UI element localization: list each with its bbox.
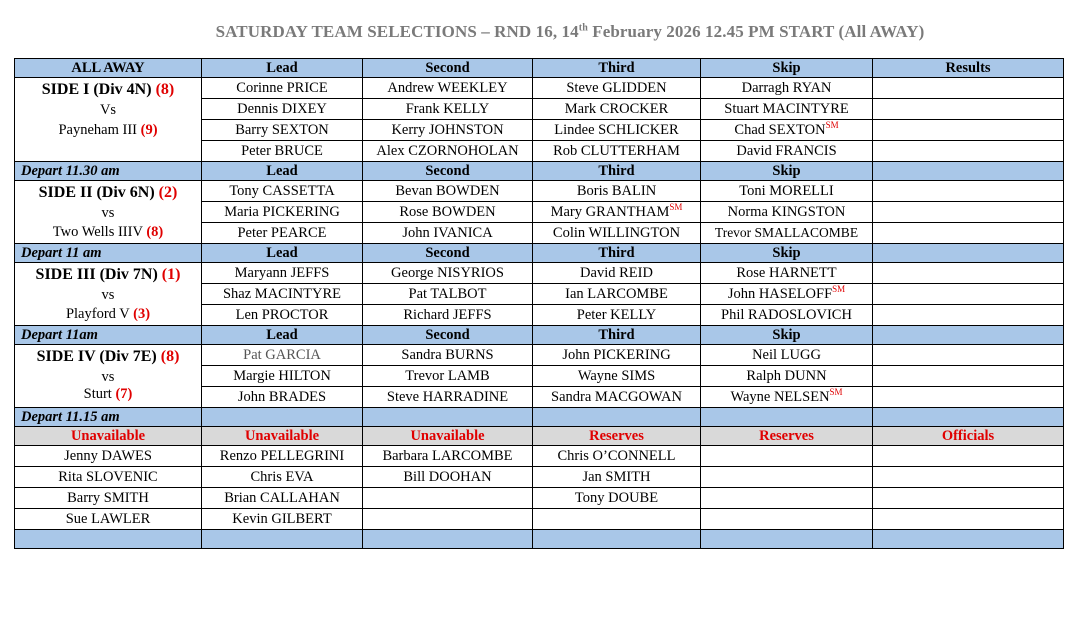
header-empty <box>363 408 533 427</box>
footer-cell <box>533 530 701 549</box>
player-cell: Len PROCTOR <box>202 305 363 326</box>
player-cell: Mark CROCKER <box>533 99 701 120</box>
player-cell: John IVANICA <box>363 223 533 244</box>
side-score: (1) <box>161 266 181 283</box>
sm-marker: SM <box>669 202 683 213</box>
vs-label: vs <box>101 205 115 221</box>
vs-label: vs <box>101 287 115 303</box>
player-cell: Trevor SMALLACOMBE <box>701 223 873 244</box>
player-cell: Darragh RYAN <box>701 78 873 99</box>
result-cell <box>873 141 1064 162</box>
depart-time: Depart 11.15 am <box>15 408 202 427</box>
result-cell <box>873 263 1064 284</box>
player-cell-skip: John HASELOFF℠ <box>701 284 873 305</box>
header-second: Second <box>363 326 533 345</box>
footer-row <box>15 530 1064 549</box>
page-title: SATURDAY TEAM SELECTIONS – RND 16, 14th February 2026 12.45 PM START (All AWAY) <box>215 22 925 41</box>
side-name: SIDE IV (Div 7E) <box>36 348 157 365</box>
opponent-name: Two Wells IIIV <box>52 224 143 240</box>
player-cell: Peter PEARCE <box>202 223 363 244</box>
list-item: Sue LAWLER <box>15 509 202 530</box>
header-lead: Lead <box>202 244 363 263</box>
opponent-score: (7) <box>115 386 133 402</box>
vs-label: vs <box>101 369 115 385</box>
player-cell: Maria PICKERING <box>202 202 363 223</box>
list-item <box>701 467 873 488</box>
player-cell: Rob CLUTTERHAM <box>533 141 701 162</box>
header-skip: Skip <box>701 59 873 78</box>
player-cell: Rose BOWDEN <box>363 202 533 223</box>
result-cell <box>873 345 1064 366</box>
header-second: Second <box>363 244 533 263</box>
header-skip: Skip <box>701 162 873 181</box>
list-item: Barbara LARCOMBE <box>363 446 533 467</box>
player-cell-skip: Wayne NELSEN℠ <box>701 387 873 408</box>
header-third: Third <box>533 59 701 78</box>
player-cell-third: Mary GRANTHAM℠ <box>533 202 701 223</box>
sm-marker: SM <box>825 120 839 131</box>
result-cell <box>873 202 1064 223</box>
player-cell: Steve HARRADINE <box>363 387 533 408</box>
header-empty <box>873 326 1064 345</box>
player-cell: Neil LUGG <box>701 345 873 366</box>
header-third: Third <box>533 244 701 263</box>
player-cell: Frank KELLY <box>363 99 533 120</box>
header-lead: Lead <box>202 326 363 345</box>
list-item: Jan SMITH <box>533 467 701 488</box>
player-cell: Pat TALBOT <box>363 284 533 305</box>
player-cell: George NISYRIOS <box>363 263 533 284</box>
side-1-info <box>15 78 202 162</box>
table-header-row <box>15 59 1064 78</box>
header-skip: Skip <box>701 326 873 345</box>
header-skip: Skip <box>701 244 873 263</box>
player-cell: John BRADES <box>202 387 363 408</box>
depart-row <box>15 244 1064 263</box>
player-cell: Norma KINGSTON <box>701 202 873 223</box>
side-name: SIDE I (Div 4N) <box>41 81 152 98</box>
player-cell: John PICKERING <box>533 345 701 366</box>
list-item: Tony DOUBE <box>533 488 701 509</box>
player-cell: Wayne SIMS <box>533 366 701 387</box>
player-cell: Maryann JEFFS <box>202 263 363 284</box>
player-cell: Phil RADOSLOVICH <box>701 305 873 326</box>
result-cell <box>873 120 1064 141</box>
player-cell: Boris BALIN <box>533 181 701 202</box>
table-row <box>15 467 1064 488</box>
opponent-name: Playford V <box>65 306 130 322</box>
result-cell <box>873 99 1064 120</box>
list-item <box>363 488 533 509</box>
footer-cell <box>202 530 363 549</box>
player-cell: Sandra MACGOWAN <box>533 387 701 408</box>
header-second: Second <box>363 162 533 181</box>
header-lead: Lead <box>202 162 363 181</box>
player-cell: Steve GLIDDEN <box>533 78 701 99</box>
list-item <box>873 488 1064 509</box>
side-4-info <box>15 345 202 408</box>
header-third: Third <box>533 326 701 345</box>
table-row <box>15 263 1064 284</box>
side-name: SIDE II (Div 6N) <box>38 184 155 201</box>
table-row <box>15 78 1064 99</box>
list-item <box>533 509 701 530</box>
result-cell <box>873 223 1064 244</box>
list-item <box>873 446 1064 467</box>
footer-cell <box>363 530 533 549</box>
list-item <box>873 509 1064 530</box>
player-cell: Richard JEFFS <box>363 305 533 326</box>
list-item <box>363 509 533 530</box>
player-cell: Peter KELLY <box>533 305 701 326</box>
list-item: Barry SMITH <box>15 488 202 509</box>
header-all-away: ALL AWAY <box>15 59 202 78</box>
list-item: Bill DOOHAN <box>363 467 533 488</box>
side-score: (2) <box>158 184 178 201</box>
opponent-score: (3) <box>133 306 151 322</box>
player-cell: Andrew WEEKLEY <box>363 78 533 99</box>
result-cell <box>873 284 1064 305</box>
list-item: Jenny DAWES <box>15 446 202 467</box>
footer-cell <box>15 530 202 549</box>
player-cell: Ralph DUNN <box>701 366 873 387</box>
opponent-score: (9) <box>140 122 158 138</box>
footer-cell <box>873 530 1064 549</box>
list-item <box>701 446 873 467</box>
depart-row <box>15 408 1064 427</box>
player-cell: Rose HARNETT <box>701 263 873 284</box>
table-row <box>15 345 1064 366</box>
player-cell: David FRANCIS <box>701 141 873 162</box>
depart-time: Depart 11 am <box>15 244 202 263</box>
opponent-name: Sturt <box>83 386 112 402</box>
result-cell <box>873 181 1064 202</box>
result-cell <box>873 387 1064 408</box>
player-cell: David REID <box>533 263 701 284</box>
side-name: SIDE III (Div 7N) <box>35 266 158 283</box>
player-cell: Barry SEXTON <box>202 120 363 141</box>
header-empty <box>701 408 873 427</box>
table-row <box>15 181 1064 202</box>
list-item <box>873 467 1064 488</box>
header-empty <box>873 408 1064 427</box>
header-empty <box>202 408 363 427</box>
list-item <box>701 488 873 509</box>
depart-time: Depart 11am <box>15 326 202 345</box>
availability-header-row <box>15 427 1064 446</box>
result-cell <box>873 78 1064 99</box>
opponent-score: (8) <box>146 224 164 240</box>
player-cell: Tony CASSETTA <box>202 181 363 202</box>
player-cell: Corinne PRICE <box>202 78 363 99</box>
list-item: Rita SLOVENIC <box>15 467 202 488</box>
list-item: Kevin GILBERT <box>202 509 363 530</box>
side-score: (8) <box>160 348 180 365</box>
header-unavailable: Unavailable <box>363 427 533 446</box>
player-cell: Alex CZORNOHOLAN <box>363 141 533 162</box>
list-item: Renzo PELLEGRINI <box>202 446 363 467</box>
side-score: (8) <box>155 81 175 98</box>
player-cell: Dennis DIXEY <box>202 99 363 120</box>
header-unavailable: Unavailable <box>202 427 363 446</box>
depart-row <box>15 162 1064 181</box>
depart-time: Depart 11.30 am <box>15 162 202 181</box>
player-cell: Colin WILLINGTON <box>533 223 701 244</box>
player-cell: Bevan BOWDEN <box>363 181 533 202</box>
depart-row <box>15 326 1064 345</box>
selections-table <box>14 58 1064 549</box>
table-row <box>15 488 1064 509</box>
sm-marker: SM <box>832 284 846 295</box>
player-cell-skip: Chad SEXTON℠ <box>701 120 873 141</box>
player-cell: Shaz MACINTYRE <box>202 284 363 305</box>
player-cell: Pat GARCIA <box>202 345 363 366</box>
header-empty <box>873 244 1064 263</box>
header-reserves: Reserves <box>533 427 701 446</box>
side-3-info <box>15 263 202 326</box>
header-unavailable: Unavailable <box>15 427 202 446</box>
header-empty <box>873 162 1064 181</box>
list-item: Brian CALLAHAN <box>202 488 363 509</box>
list-item <box>701 509 873 530</box>
list-item: Chris O’CONNELL <box>533 446 701 467</box>
header-officials: Officials <box>873 427 1064 446</box>
result-cell <box>873 366 1064 387</box>
player-cell: Trevor LAMB <box>363 366 533 387</box>
vs-label: Vs <box>99 102 117 118</box>
header-third: Third <box>533 162 701 181</box>
header-results: Results <box>873 59 1064 78</box>
player-cell: Stuart MACINTYRE <box>701 99 873 120</box>
header-empty <box>533 408 701 427</box>
header-lead: Lead <box>202 59 363 78</box>
result-cell <box>873 305 1064 326</box>
player-cell: Peter BRUCE <box>202 141 363 162</box>
header-second: Second <box>363 59 533 78</box>
player-cell: Toni MORELLI <box>701 181 873 202</box>
player-cell: Kerry JOHNSTON <box>363 120 533 141</box>
player-cell: Ian LARCOMBE <box>533 284 701 305</box>
table-row <box>15 509 1064 530</box>
opponent-name: Payneham III <box>58 122 137 138</box>
sm-marker: SM <box>829 387 843 398</box>
list-item: Chris EVA <box>202 467 363 488</box>
table-row <box>15 446 1064 467</box>
header-reserves: Reserves <box>701 427 873 446</box>
footer-cell <box>701 530 873 549</box>
player-cell: Lindee SCHLICKER <box>533 120 701 141</box>
side-2-info <box>15 181 202 244</box>
player-cell: Sandra BURNS <box>363 345 533 366</box>
player-cell: Margie HILTON <box>202 366 363 387</box>
